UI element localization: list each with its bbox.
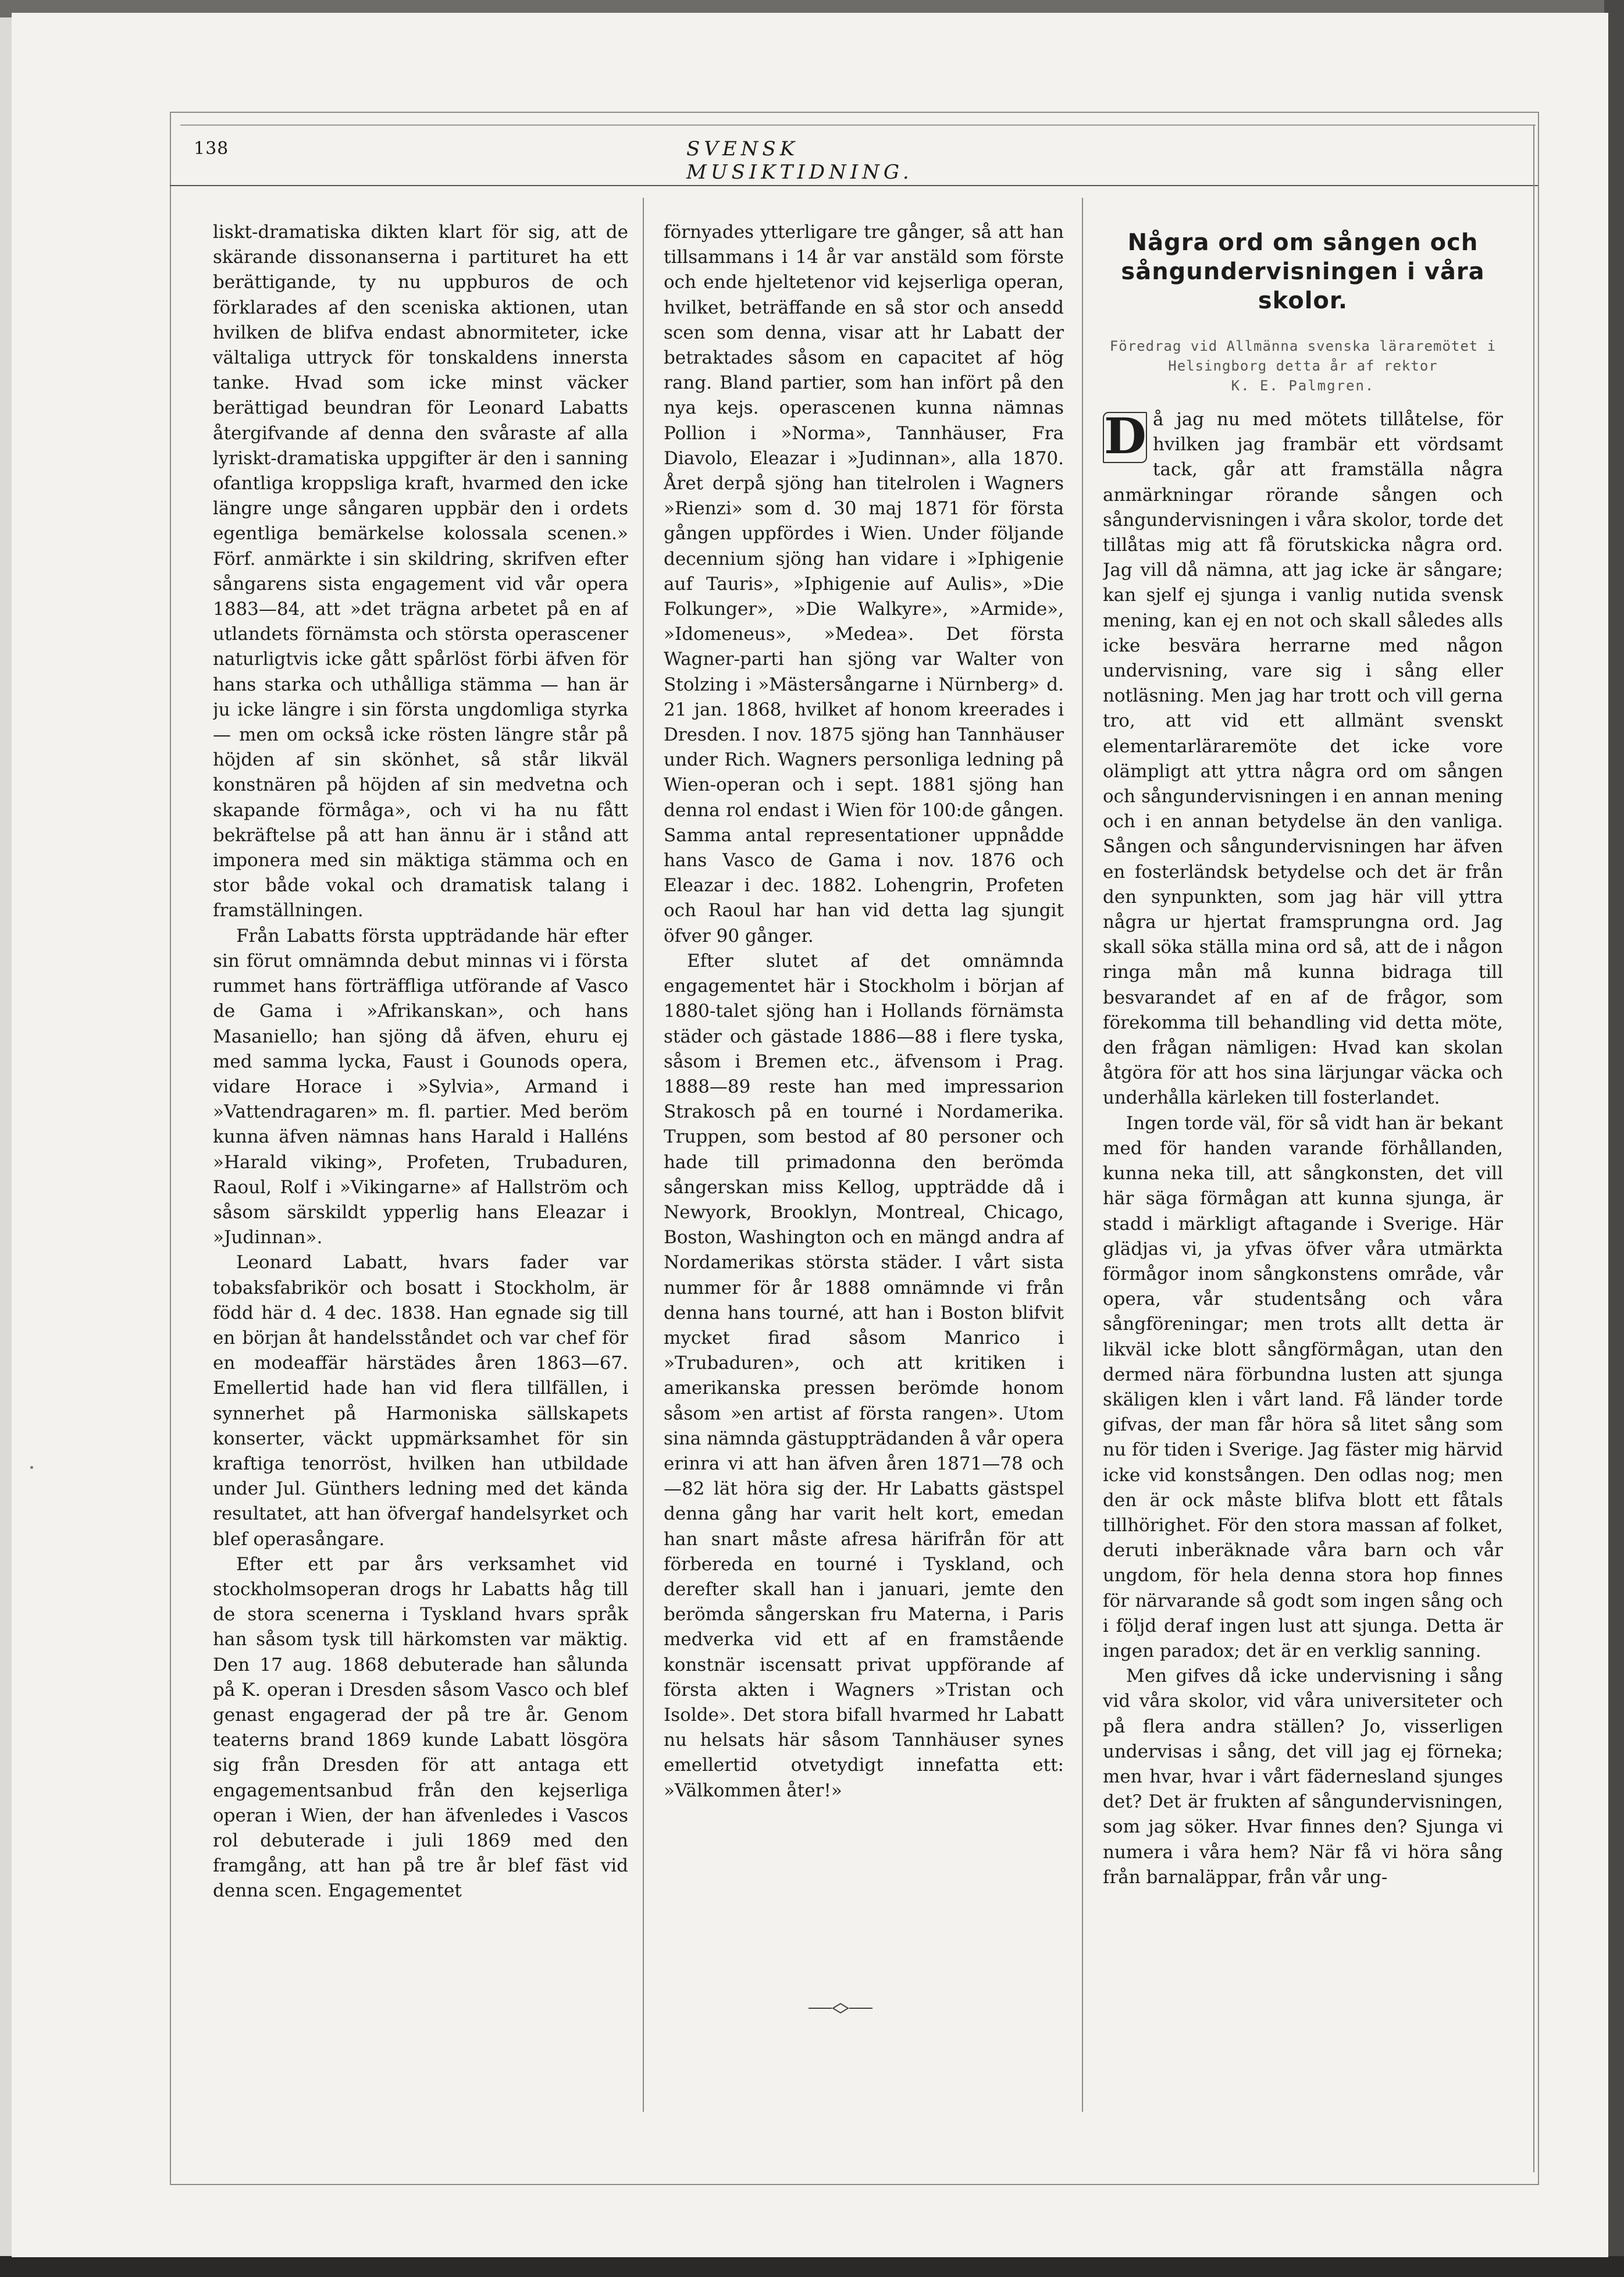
column-divider-1 <box>643 198 644 2112</box>
paragraph-text: å jag nu med mötets tillåtelse, för hvilken jag frambär ett vördsamt tack, går att framställa några anmärkningar rörande sången och sångundervisningen i våra skolor, torde det tillåtas mig att få förutskicka några ord. Jag vill då nämna, att jag icke är sångare; kan sjelf ej sjunga i vanlig nutida svensk mening, kan ej en not och skall således alls icke besvära herrarne med någon undervisning, vare sig i sång eller notläsning. Men jag har trott och vill gerna tro, att vid ett allmänt svenskt elementarläraremöte det icke vore olämpligt att yttra några ord om sången och sångundervisningen i en annan mening och i en annan betydelse än den vanliga. Sången och sångundervisningen har äfven en fosterländsk betydelse och det är från den synpunkten, som jag här vill yttra några ur hjertat framsprungna ord. Jag skall söka ställa mina ord så, att de i någon ringa mån må kunna bidraga till besvarandet af en af de frågor, som förekomma till behandling vid detta möte, den frågan nämligen: Hvad kan skolan åtgöra för att hos sina lärjungar väcka och underhålla kärleken till fosterlandet. <box>1103 409 1503 1109</box>
scan-edge-bottom <box>0 2256 1624 2277</box>
column-middle <box>664 220 1064 2105</box>
byline-text: Föredrag vid Allmänna svenska läraremötet i Helsingborg detta år af rektor <box>1109 338 1497 374</box>
paragraph: Leonard Labatt, hvars fader var tobaksfabrikör och bosatt i Stockholm, är född här d. 4 dec. 1838. Han egnade sig till en början åt handelsståndet och var chef för en modeaffär härstädes åren 1863—67. Emellertid hade han vid flera tillfällen, i synnerhet på Harmoniska sällskapets konserter, väckt uppmärksamhet för sin kraftiga tenorröst, hvilken han utbildade under Jul. Günthers ledning med det kända resultatet, att han öfvergaf handelsyrket och blef operasångare. <box>213 1252 628 1550</box>
paragraph: Men gifves då icke undervisning i sång vid våra skolor, vid våra universiteter och på flera andra ställen? Jo, visserligen undervisas i sång, det vill jag ej förneka; men hvar, hvar i vårt fädernesland sjunges det? Det är frukten af sångundervisningen, som jag söker. Hvar finnes den? Sjunga vi numera i våra hem? När få vi höra sång från barnaläppar, från vår ung- <box>1103 1666 1503 1888</box>
article-byline <box>1103 336 1503 396</box>
column-divider-2 <box>1082 198 1083 2112</box>
paragraph-opening <box>1103 407 1503 1111</box>
column-right <box>1103 228 1503 2113</box>
paragraph: förnyades ytterligare tre gånger, så att han tillsammans i 14 år var anstäld som förste och ende hjeltetenor vid kejserliga operan, hvilket, beträffande en så stor och ansedd scen som denna, visar att hr Labatt der betraktades såsom en capacitet af hög rang. Bland partier, som han infört på den nya kejs. operascenen kunna nämnas Pollion i »Norma», Tannhäuser, Fra Diavolo, Eleazar i »Judinnan», alla 1870. Året derpå sjöng han titelrolen i Wagners »Rienzi» som d. 30 maj 1871 för första gången uppfördes i Wien. Under följande decennium sjöng han vidare i »Iphigenie auf Tauris», »Iphigenie auf Aulis», »Die Folkunger», »Die Walkyre», »Armide», »Idomeneus», »Medea». Det första Wagner-parti han sjöng var Walter von Stolzing i »Mästersångarne i Nürnberg» d. 21 jan. 1868, hvilket af honom kreerades i Dresden. I nov. 1875 sjöng han Tannhäuser under Rich. Wagners personliga ledning på Wien-operan och i sept. 1881 sjöng han denna rol endast i Wien för 100:de gången. Samma antal representationer uppnådde hans Vasco de Gama i nov. 1876 och Eleazar i dec. 1882. Lohengrin, Profeten och Raoul har han vid detta lag sjungit öfver 90 gånger. <box>664 222 1064 947</box>
byline-author: K. E. Palmgren. <box>1231 378 1375 394</box>
paragraph: Ingen torde väl, för så vidt han är bekant med för handen varande förhållanden, kunna neka till, att sångkonsten, det vill här säga förmågan att kunna sjunga, är stadd i märkligt aftagande i Sverige. Här glädjas vi, ja yfvas öfver våra utmärkta förmågor inom sångkonstens område, vår opera, vår studentsång och våra sångföreningar; men trots allt detta är likväl icke blott sångförmågan, utan den dermed nära förbundna lusten att sjunga skäligen klen i vårt land. Få länder torde gifvas, der man får höra så litet sång som nu för tiden i Sverige. Jag fäster mig härvid icke vid konstsången. Den odlas nog; men den är ock måste blifva blott ett fåtals tillhörighet. För den stora massan af folket, deruti inberäknade våra barn och vår ungdom, för hela denna stora hop finnes för närvarande så godt som ingen sång och i följd deraf ingen lust att sjunga. Detta är ingen paradox; det är en verklig sanning. <box>1103 1112 1503 1662</box>
paragraph: Från Labatts första uppträdande här efter sin förut omnämnda debut minnas vi i första rummet hans förträffliga utförande af Vasco de Gama i »Afrikanskan», och hans Masaniello; han sjöng då äfven, ehuru ej med samma lycka, Faust i Gounods opera, vidare Horace i »Sylvia», Armand i »Vattendragaren» m. fl. partier. Med beröm kunna äfven nämnas hans Harald i Halléns »Harald viking», Profeten, Trubaduren, Raoul, Rolf i »Vikingarne» af Hallström och såsom särskildt ypperlig hans Eleazar i »Judinnan». <box>213 925 628 1248</box>
column-left <box>213 220 628 2105</box>
scan-speck <box>30 1466 33 1469</box>
page-number: 138 <box>194 138 229 159</box>
drop-cap: D <box>1104 407 1146 465</box>
running-header: SVENSK MUSIKTIDNING. <box>686 137 913 184</box>
paragraph: Efter slutet af det omnämnda engagementet här i Stockholm i början af 1880-talet sjöng han i Hollands förnämsta städer och gästade 1886—88 i flere tyska, såsom i Bremen etc., äfvensom i Prag. 1888—89 reste han med impressarion Strakosch på en tourné i Nordamerika. Truppen, som bestod af 80 personer och hade till primadonna den berömda sångerskan miss Kellog, uppträdde då i Newyork, Brooklyn, Montreal, Chicago, Boston, Washington och en mängd andra af Nordamerikas största städer. I vårt sista nummer för år 1888 omnämnde vi från denna hans tourné, att han i Boston blifvit mycket firad såsom Manrico i »Trubaduren», och att kritiken i amerikanska pressen berömde honom såsom »en artist af första rangen». Utom sina nämnda gästuppträdanden å vår opera erinra vi att han äfven åren 1871—78 och —82 lät höra sig der. Hr Labatts gästspel denna gång har varit helt kort, emedan han snart måste afresa härifrån för att förbereda en tourné i Tyskland, och derefter skall han i januari, jemte den berömda sångerskan fru Materna, i Paris medverka vid ett af en framstående konstnär iscensatt privat uppförande af första akten i Wagners »Tristan och Isolde». Det stora bifall hvarmed hr Labatt nu helsats här såsom Tannhäuser synes emellertid otvetydigt innefatta ett: »Välkommen åter!» <box>664 950 1064 1801</box>
right-margin-rule <box>1533 124 1534 2172</box>
paragraph: liskt-dramatiska dikten klart för sig, att de skärande dissonanserna i partituret ha ett berättigande, ty nu uppburos de och förklarades af den sceniska aktionen, utan hvilken de blifva endast abnormiteter, icke vältaliga uttryck för tonskaldens innersta tanke. Hvad som icke minst väcker berättigad beundran för Leonard Labatts återgifvande af denna den svåraste af alla lyriskt-dramatiska uppgifter är den i sanning ofantliga kroppsliga kraft, hvarmed den icke längre unge sångaren uppbär den i ordets egentliga bemärkelse kolossala scenen.» Förf. anmärkte i sin skildring, skrifven efter sångarens sista engagement vid vår opera 1883—84, att »det trägna arbetet på en af utlandets förnämsta och största operascener naturligtvis icke gått spårlöst förbi äfven för hans starka och uthålliga stämma — han är ju icke längre i sin första ungdomliga styrka — men om också icke rösten längre står på höjden af sin skönhet, så står likväl konstnären på höjden af sin medvetna och skapande förmåga», och vi ha nu fått bekräftelse på att han ännu är i stånd att imponera med sin mäktiga stämma och en stor både vokal och dramatisk talang i framställningen. <box>213 222 628 922</box>
section-end-ornament <box>809 2001 872 2015</box>
header-rule <box>170 185 1538 186</box>
article-title: Några ord om sången och sångundervisningen i våra skolor. <box>1121 229 1485 314</box>
header-rule-top <box>180 124 1536 126</box>
paragraph: Efter ett par års verksamhet vid stockholmsoperan drogs hr Labatts håg till de stora scenerna i Tyskland hvars språk han såsom tysk till härkomsten var mäktig. Den 17 aug. 1868 debuterade han sålunda på K. operan i Dresden såsom Vasco och blef genast engagerad der på tre år. Genom teaterns brand 1869 kunde Labatt lösgöra sig från Dresden för att antaga ett engagementsanbud från den kejserliga operan i Wien, der han äfvenledes i Vascos rol debuterade i juli 1869 med den framgång, att han på tre år blef fäst vid denna scen. Engagementet <box>213 1553 628 1902</box>
